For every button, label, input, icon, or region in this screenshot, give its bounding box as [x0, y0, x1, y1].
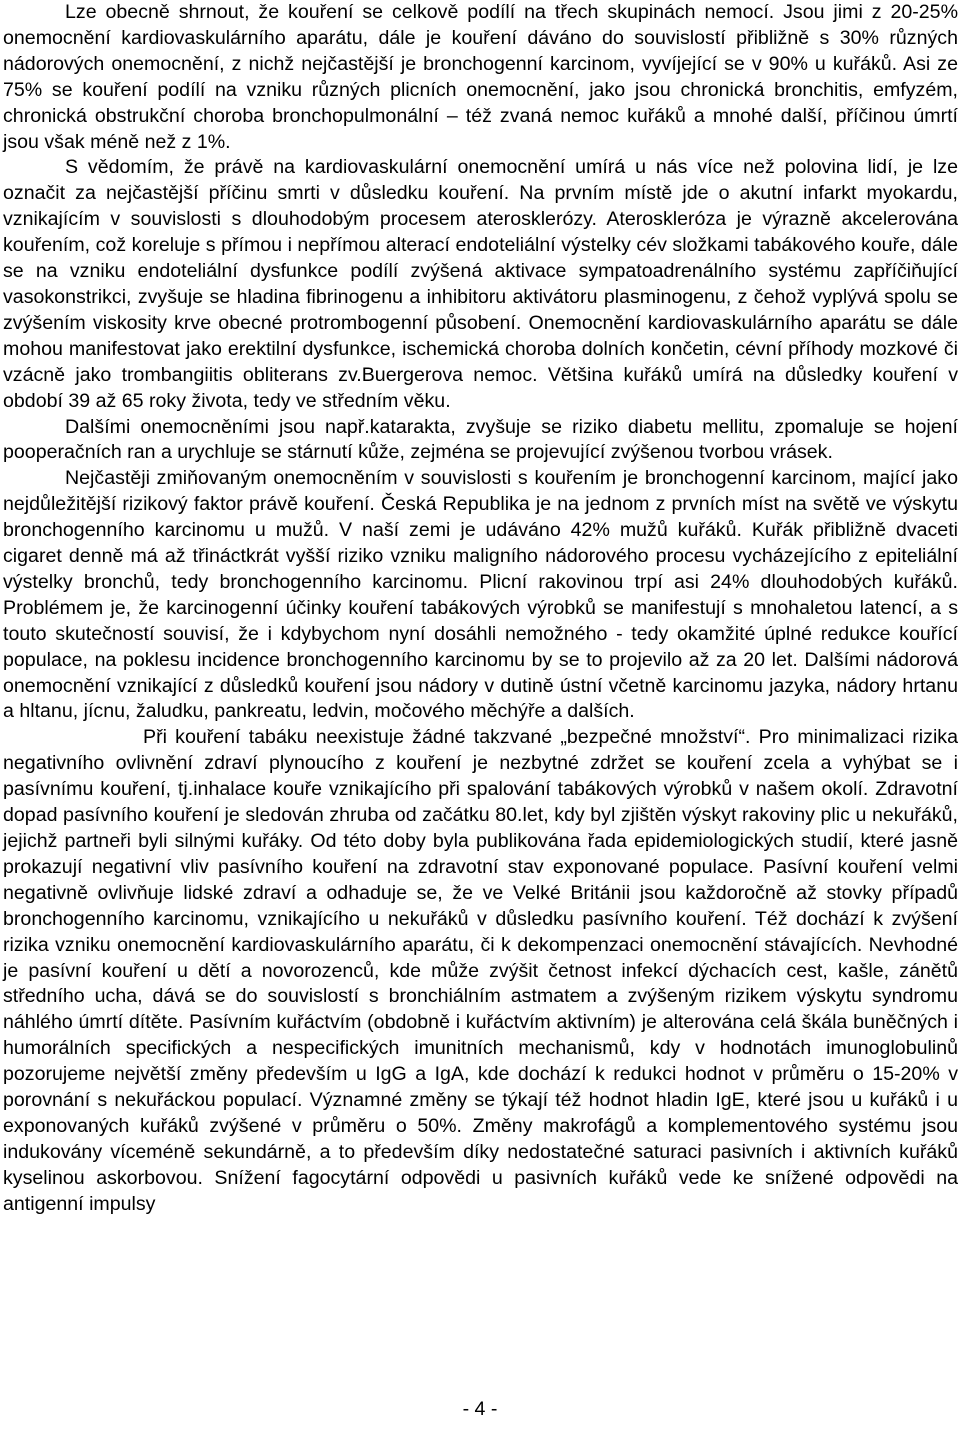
paragraph-disease-groups: Lze obecně shrnout, že kouření se celkově podílí na třech skupinách nemocí. Jsou jimi z 20-25% onemocnění kardiovaskulárního aparátu, dále je kouření dáváno do souvislostí přibližně s 30% různých nádorových onemocnění, z nichž nejčastější je bronchogenní karcinom, vyvíjející se v 90% u kuřáků. Asi ze 75% se kouření podílí na vzniku různých plicních onemocnění, jako jsou chronická bronchitis, emfyzém, chronická obstrukční choroba bronchopulmonální – též zvaná nemoc kuřáků a mnohé další, příčinou úmrtí jsou však méně než z 1%.	[3, 1, 958, 153]
paragraph-other-diseases: Dalšími onemocněními jsou např.katarakta, zvyšuje se riziko diabetu mellitu, zpomaluje se hojení pooperačních ran a urychluje se stárnutí kůže, zejména se projevující zvýšenou tvorbou vrásek.	[3, 415, 958, 464]
page-number: - 4 -	[462, 1398, 498, 1420]
paragraph-lung-cancer: Nejčastěji zmiňovaným onemocněním v souvislosti s kouřením je bronchogenní karcinom, mající jako nejdůležitější rizikový faktor právě kouření. Česká Republika je na jednom z prvních míst na světě ve výskytu bronchogenního karcinomu u mužů. V naší zemi je udáváno 42% mužů kuřáků. Kuřák přibližně dvaceti cigaret denně má až třináctkrát vyšší riziko vzniku maligního nádorového procesu vycházejícího z epiteliální výstelky bronchů, tedy bronchogenního karcinomu. Plicní rakovinou trpí asi 24% dlouhodobých kuřáků. Problémem je, že karcinogenní účinky kouření tabákových výrobků se manifestují s mnohaletou latencí, a s touto skutečností souvisí, že i kdybychom nyní dosáhli nemožného - tedy okamžité úplné redukce kouřící populace, na poklesu incidence bronchogenního karcinomu by se to projevilo až za 20 let. Dalšími nádorová onemocnění vznikající z důsledků kouření jsou nádory v dutině ústní včetně karcinomu jazyka, nádory hrtanu a hltanu, jícnu, žaludku, pankreatu, ledvin, močového měchýře a dalších.	[3, 467, 958, 723]
paragraph-cardiovascular: S vědomím, že právě na kardiovaskulární onemocnění umírá u nás více než polovina lidí, je lze označit za nejčastější příčinu smrti v důsledku kouření. Na prvním místě jde o akutní infarkt myokardu, vznikajícím v souvislosti s dlouhodobým procesem aterosklerózy. Ateroskleróza je výrazně akcelerována kouřením, což koreluje s přímou i nepřímou alterací endoteliální výstelky cév složkami tabákového kouře, dále se na vzniku endoteliální dysfunkce podílí zvýšená aktivace sympatoadrenálního systému zapříčiňující vasokonstrikci, zvyšuje se hladina fibrinogenu a inhibitoru aktivátoru plasminogenu, z čehož vyplývá spolu se zvýšením viskosity krve obecné protrombogenní působení. Onemocnění kardiovaskulárního aparátu se dále mohou manifestovat jako erektilní dysfunkce, ischemická choroba dolních končetin, cévní příhody mozkové či vzácně jako trombangiitis obliterans zv.Buergerova nemoc. Většina kuřáků umírá na důsledky kouření v období 39 až 65 roky života, tedy ve středním věku.	[3, 156, 958, 412]
paragraph-passive-smoking: Při kouření tabáku neexistuje žádné takzvané „bezpečné množství“. Pro minimalizaci rizika negativního ovlivnění zdraví plynoucího z kouření je nezbytné zdržet se kouření zcela a vyhýbat se i pasívnímu kouření, tj.inhalace kouře vznikajícího při spalování tabákových výrobků v našem okolí. Zdravotní dopad pasívního kouření je sledován zhruba od začátku 80.let, kdy byl zjištěn výskyt rakoviny plic u nekuřáků, jejichž partneři byli silnými kuřáky. Od této doby byla publikována řada epidemiologických studií, které jasně prokazují negativní vliv pasívního kouření na zdravotní stav exponované populace. Pasívní kouření velmi negativně ovlivňuje lidské zdraví a odhaduje se, že ve Velké Británii jsou každoročně až stovky případů bronchogenního karcinomu, vznikajícího u nekuřáků v důsledku pasívního kouření. Též dochází k zvýšení rizika vzniku onemocnění kardiovaskulárního aparátu, či k dekompenzaci onemocnění stávajících. Nevhodné je pasívní kouření u dětí a novorozenců, kde může zvýšit četnost infekcí dýchacích cest, kašle, zánětů středního ucha, dává se do souvislostí s bronchiálním astmatem a zvýšeným rizikem výskytu syndromu náhlého úmrtí dítěte. Pasívním kuřáctvím (obdobně i kuřáctvím aktivním) je alterována celá škála buněčných i humorálních specifických a nespecifických imunitních mechanismů, kdy v hodnotách imunoglobulinů pozorujeme největší změny především u IgG a IgA, kde dochází k redukci hodnot v průměru o 15-20% v porovnání s nekuřáckou populací. Významné změny se týkají též hodnot hladin IgE, které jsou u kuřáků i u exponovaných kuřáků zvýšené v průměru o 50%. Změny makrofágů a komplementového systému jsou indukovány víceméně sekundárně, a to především díky nedostatečné saturaci pasivních i aktivních kuřáků kyselinou askorbovou. Snížení fagocytární odpovědi u pasivních kuřáků vede ke snížené odpovědi na antigenní impulsy	[3, 726, 958, 1215]
